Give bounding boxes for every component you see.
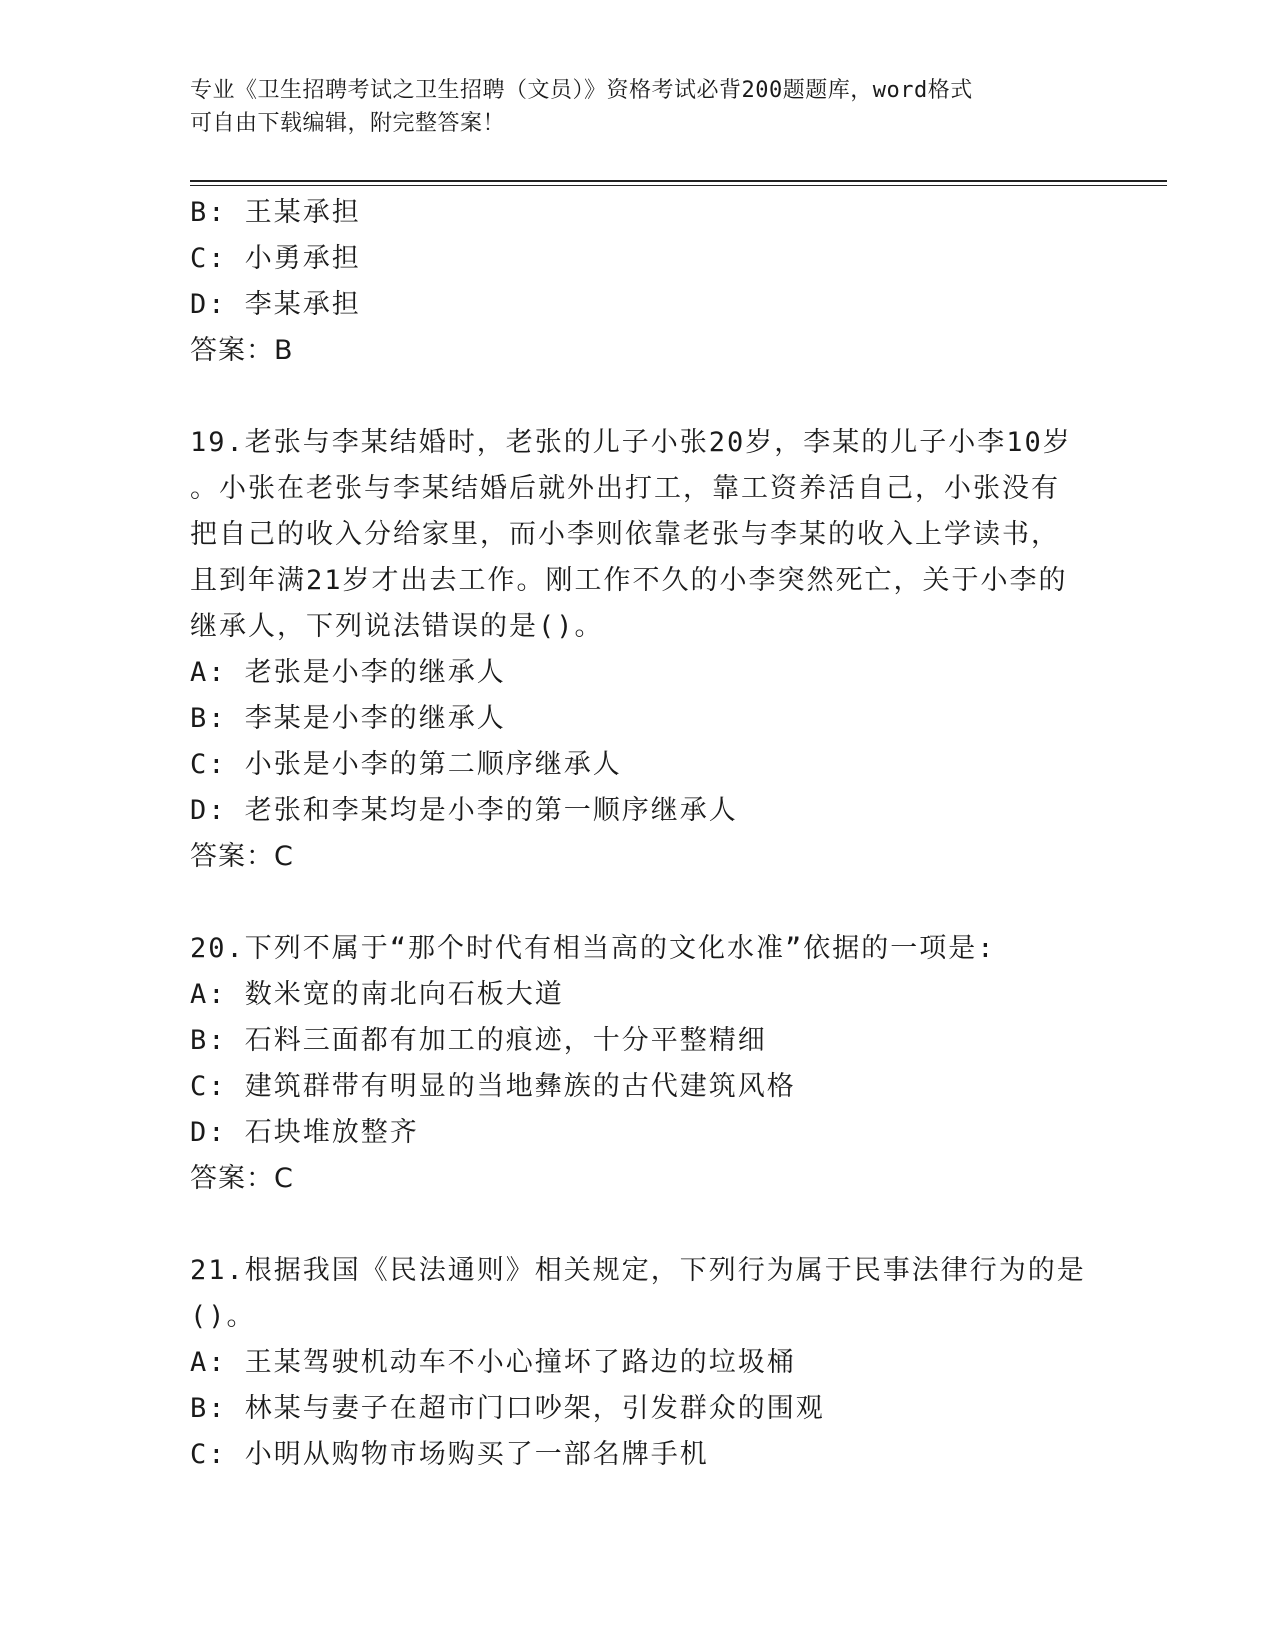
question-21 [190, 1248, 1090, 1478]
option-a: A: 老张是小李的继承人 [190, 657, 506, 688]
question-stem-line: 。小张在老张与李某结婚后就外出打工，靠工资养活自己，小张没有 [190, 473, 1060, 504]
question-stem-line: 继承人，下列说法错误的是()。 [190, 611, 604, 642]
page-header [190, 74, 1070, 140]
question-stem-line: 20.下列不属于“那个时代有相当高的文化水准”依据的一项是: [190, 933, 996, 964]
option-c: C: 建筑群带有明显的当地彝族的古代建筑风格 [190, 1071, 796, 1102]
header-line-2: 可自由下载编辑，附完整答案！ [190, 111, 506, 136]
question-20 [190, 926, 1090, 1202]
option-b: B: 王某承担 [190, 197, 361, 228]
question-stem-line: ()。 [190, 1301, 256, 1332]
option-c: C: 小张是小李的第二顺序继承人 [190, 749, 622, 780]
question-19 [190, 420, 1090, 880]
spacer [190, 374, 1090, 420]
option-d: D: 老张和李某均是小李的第一顺序继承人 [190, 795, 738, 826]
document-body [190, 190, 1090, 1478]
question-stem-line: 且到年满21岁才出去工作。刚工作不久的小李突然死亡，关于小李的 [190, 565, 1068, 596]
option-b: B: 石料三面都有加工的痕迹，十分平整精细 [190, 1025, 767, 1056]
header-divider [190, 180, 1167, 186]
question-stem-line: 19.老张与李某结婚时，老张的儿子小张20岁，李某的儿子小李10岁 [190, 427, 1072, 458]
spacer [190, 1202, 1090, 1248]
answer-line: 答案：C [190, 841, 294, 872]
option-b: B: 李某是小李的继承人 [190, 703, 506, 734]
option-a: A: 数米宽的南北向石板大道 [190, 979, 564, 1010]
option-c: C: 小明从购物市场购买了一部名牌手机 [190, 1439, 709, 1470]
spacer [190, 880, 1090, 926]
option-c: C: 小勇承担 [190, 243, 361, 274]
option-d: D: 李某承担 [190, 289, 361, 320]
question-stem-line: 21.根据我国《民法通则》相关规定，下列行为属于民事法律行为的是 [190, 1255, 1086, 1286]
answer-line: 答案：C [190, 1163, 294, 1194]
question-18-tail [190, 190, 1090, 374]
option-b: B: 林某与妻子在超市门口吵架，引发群众的围观 [190, 1393, 825, 1424]
question-stem-line: 把自己的收入分给家里，而小李则依靠老张与李某的收入上学读书， [190, 519, 1060, 550]
header-line-1: 专业《卫生招聘考试之卫生招聘（文员）》资格考试必背200题题库，word格式 [190, 78, 973, 103]
option-a: A: 王某驾驶机动车不小心撞坏了路边的垃圾桶 [190, 1347, 796, 1378]
answer-line: 答案：B [190, 335, 294, 366]
option-d: D: 石块堆放整齐 [190, 1117, 419, 1148]
